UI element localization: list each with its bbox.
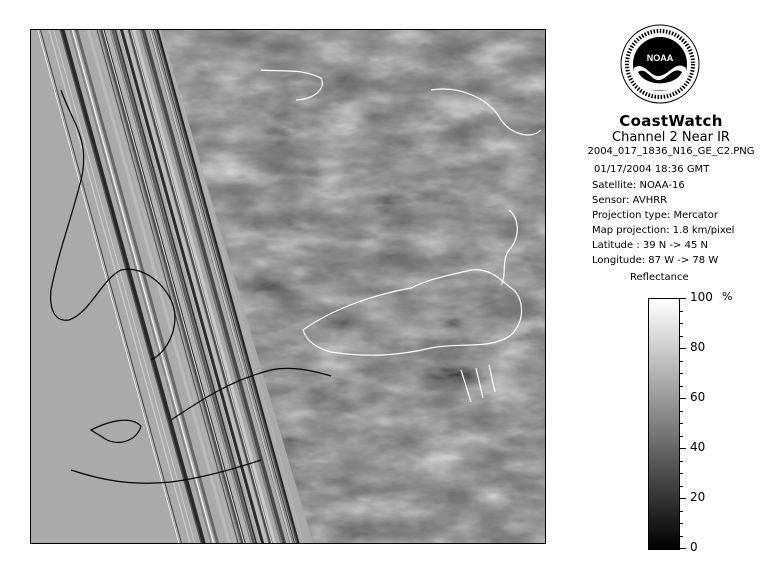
scale-tick-label: 60 bbox=[690, 390, 706, 404]
scale-minor-tick bbox=[680, 486, 683, 487]
scale-minor-tick bbox=[680, 536, 683, 537]
scale-major-tick bbox=[680, 298, 686, 299]
latitude-label: Latitude : 39 N -> 45 N bbox=[592, 240, 708, 251]
scale-minor-tick bbox=[680, 336, 683, 337]
noaa-logo bbox=[620, 24, 700, 104]
scale-minor-tick bbox=[680, 523, 683, 524]
scale-minor-tick bbox=[680, 386, 683, 387]
scale-major-tick bbox=[680, 498, 686, 499]
coastwatch-title: CoastWatch bbox=[619, 112, 723, 130]
scale-minor-tick bbox=[680, 373, 683, 374]
filename-label: 2004_017_1836_N16_GE_C2.PNG bbox=[587, 146, 755, 157]
scale-major-tick bbox=[680, 398, 686, 399]
scale-major-tick bbox=[680, 548, 686, 549]
sensor-label: Sensor: AVHRR bbox=[592, 195, 668, 206]
satellite-map-svg bbox=[31, 30, 545, 543]
scale-minor-tick bbox=[680, 311, 683, 312]
scale-title: Reflectance bbox=[630, 272, 689, 283]
scale-minor-tick bbox=[680, 473, 683, 474]
scale-unit: % bbox=[722, 290, 733, 303]
longitude-label: Longitude: 87 W -> 78 W bbox=[592, 255, 719, 266]
scale-minor-tick bbox=[680, 361, 683, 362]
satellite-label: Satellite: NOAA-16 bbox=[592, 180, 685, 191]
scale-tick-label: 40 bbox=[690, 440, 706, 454]
scale-tick-label: 20 bbox=[690, 490, 706, 504]
scale-tick-label: 0 bbox=[690, 540, 698, 554]
scale-minor-tick bbox=[680, 511, 683, 512]
scale-minor-tick bbox=[680, 411, 683, 412]
scale-minor-tick bbox=[680, 436, 683, 437]
scale-major-tick bbox=[680, 448, 686, 449]
scale-minor-tick bbox=[680, 323, 683, 324]
map-projection-label: Map projection: 1.8 km/pixel bbox=[592, 225, 735, 236]
logo-text: NOAA bbox=[646, 53, 674, 63]
projection-type-label: Projection type: Mercator bbox=[592, 210, 718, 221]
satellite-image bbox=[30, 29, 546, 544]
scale-major-tick bbox=[680, 348, 686, 349]
scale-tick-label: 80 bbox=[690, 340, 706, 354]
channel-label: Channel 2 Near IR bbox=[612, 130, 730, 145]
scale-tick-label: 100 bbox=[690, 290, 713, 304]
scale-minor-tick bbox=[680, 461, 683, 462]
scale-minor-tick bbox=[680, 423, 683, 424]
datetime-label: 01/17/2004 18:36 GMT bbox=[594, 164, 710, 175]
reflectance-colorbar bbox=[648, 298, 680, 550]
